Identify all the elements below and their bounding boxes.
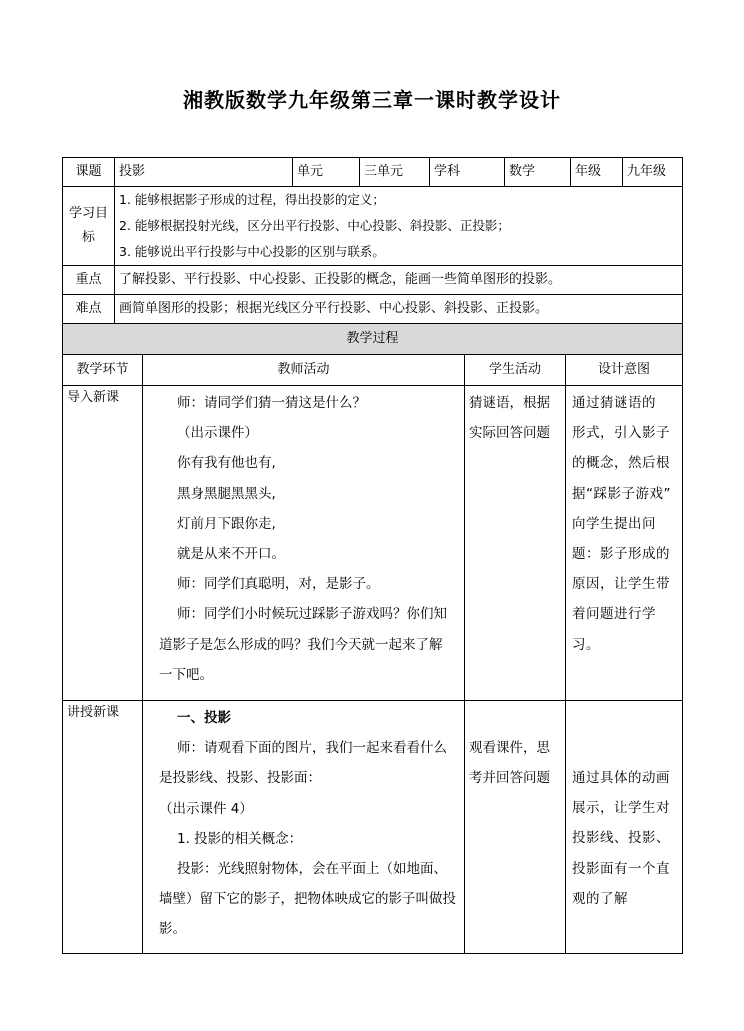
difficulties-text: 画简单图形的投影；根据光线区分平行投影、中心投影、斜投影、正投影。 [115, 295, 683, 324]
intent-line: 向学生提出问 [572, 515, 656, 532]
intent-line: 投影线、投影、 [572, 830, 670, 847]
student-line: 观看课件，思 [469, 740, 550, 756]
teacher-line: 师：请同学们猜一猜这是什么？ [177, 395, 366, 411]
column-header: 教师活动 [143, 355, 465, 386]
teacher-line: 影。 [159, 921, 186, 938]
goal-item: 2. 能够根据投射光线，区分出平行投影、中心投影、斜投影、正投影； [119, 218, 510, 233]
student-line: 猜谜语，根据 [469, 395, 550, 411]
intent-line: 形式，引入影子 [572, 425, 670, 442]
topic-label: 课题 [63, 158, 115, 187]
design-intent [566, 386, 683, 701]
intent-line: 据“踩影子游戏” [572, 485, 671, 502]
teacher-activity [143, 701, 465, 954]
teacher-line: 就是从来不开口。 [177, 546, 285, 563]
topic-value: 投影 [115, 158, 293, 187]
goal-item: 3. 能够说出平行投影与中心投影的区别与联系。 [119, 244, 385, 259]
grade-value: 九年级 [623, 158, 683, 187]
difficulties-label: 难点 [63, 295, 115, 324]
student-activity [465, 386, 566, 701]
teacher-line: 是投影线、投影、投影面： [159, 770, 321, 787]
unit-value: 三单元 [360, 158, 430, 187]
intent-line: 着问题进行学 [572, 606, 656, 623]
document-title: 湘教版数学九年级第三章一课时教学设计 [183, 88, 561, 112]
key-points-text: 了解投影、平行投影、中心投影、正投影的概念，能画一些简单图形的投影。 [115, 266, 683, 295]
stage-cell: 导入新课 [63, 386, 143, 701]
student-line: 实际回答问题 [469, 425, 550, 442]
teacher-line: 投影：光线照射物体，会在平面上（如地面、 [177, 861, 447, 878]
intent-line: 的概念，然后根 [572, 455, 670, 472]
info-row [63, 158, 683, 187]
key-points-label: 重点 [63, 266, 115, 295]
intent-line: 通过猜谜语的 [572, 395, 656, 411]
teacher-line: 师：同学们小时候玩过踩影子游戏吗？你们知 [177, 606, 447, 623]
subject-value: 数学 [505, 158, 571, 187]
lesson-plan-table [62, 157, 682, 954]
intent-line: 展示，让学生对 [572, 800, 670, 817]
process-header-row [63, 355, 683, 386]
teacher-line: 墙壁）留下它的影子，把物体映成它的影子叫做投 [159, 891, 456, 908]
process-row-intro [63, 386, 683, 701]
difficulties-row [63, 295, 683, 324]
column-header: 教学环节 [63, 355, 143, 386]
teacher-line: （出示课件） [177, 425, 258, 442]
teacher-line: 师：请观看下面的图片，我们一起来看看什么 [177, 740, 447, 757]
goals-list [115, 187, 683, 266]
intent-line: 观的了解 [572, 890, 628, 907]
intent-line: 习。 [572, 636, 600, 653]
column-header: 设计意图 [566, 355, 683, 386]
teacher-line: 一下吧。 [159, 666, 213, 683]
intent-line: 题：影子形成的 [572, 546, 670, 563]
intent-line: 投影面有一个直 [572, 860, 670, 877]
intent-line: 原因，让学生带 [572, 576, 670, 593]
intent-line: 通过具体的动画 [572, 770, 670, 786]
stage-cell: 讲授新课 [63, 701, 143, 954]
unit-label: 单元 [293, 158, 360, 187]
process-row-new-lesson [63, 701, 683, 954]
student-activity [465, 701, 566, 954]
student-line: 考并回答问题 [469, 770, 550, 787]
teacher-line: 你有我有他也有, [177, 455, 276, 472]
teacher-line: 黑身黑腿黑黑头, [177, 485, 276, 502]
design-intent [566, 701, 683, 954]
key-points-row [63, 266, 683, 295]
grade-label: 年级 [571, 158, 623, 187]
goals-label: 学习目标 [63, 187, 115, 266]
teacher-line: 1. 投影的相关概念： [177, 830, 303, 847]
teacher-line: （出示课件 4） [159, 800, 253, 817]
column-header: 学生活动 [465, 355, 566, 386]
goals-row [63, 187, 683, 266]
section-heading: 一、投影 [177, 710, 231, 726]
subject-label: 学科 [430, 158, 505, 187]
goal-item: 1. 能够根据影子形成的过程，得出投影的定义； [119, 192, 385, 207]
process-heading: 教学过程 [63, 324, 683, 355]
teacher-line: 灯前月下跟你走, [177, 515, 276, 532]
teacher-line: 道影子是怎么形成的吗？我们今天就一起来了解 [159, 636, 443, 653]
teacher-line: 师：同学们真聪明，对，是影子。 [177, 576, 380, 593]
teacher-activity [143, 386, 465, 701]
